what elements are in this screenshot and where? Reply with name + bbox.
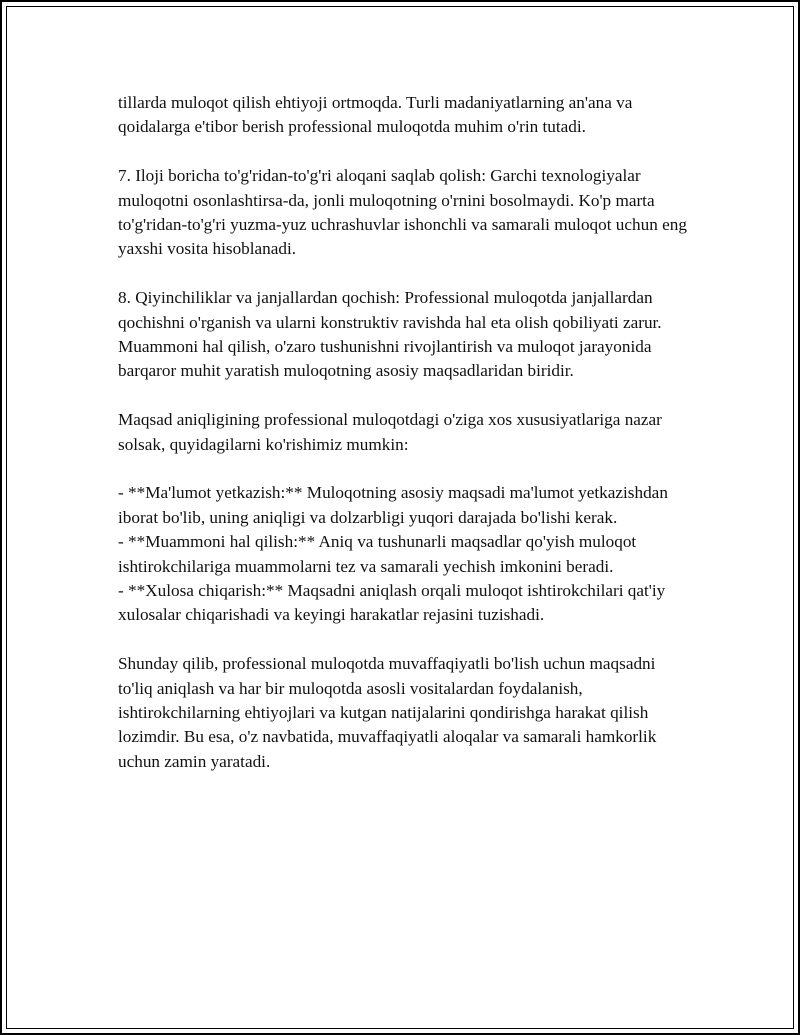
paragraph-point-7: 7. Iloji boricha to'g'ridan-to'g'ri aloqani saqlab qolish: Garchi texnologiyalar muloqotni osonlashtirsa-da, jonli muloqotning o'rnini bosolmaydi. Ko'p marta to'g'ridan-to'g'ri yuzma-yuz uchrashuvlar ishonchli va samarali muloqot uchun eng yaxshi vosita hisoblanadi. [118,166,687,259]
list-item-information: - **Ma'lumot yetkazish:** Muloqotning asosiy maqsadi ma'lumot yetkazishdan iborat bo'lib, uning aniqligi va dolzarbligi yuqori darajada bo'lishi kerak. [118,483,668,527]
paragraph-point-8: 8. Qiyinchiliklar va janjallardan qochish: Professional muloqotda janjallardan qochishni o'rganish va ularni konstruktiv ravishda hal eta olish qobiliyati zarur. Muammoni hal qilish, o'zaro tushunishni rivojlantirish va muloqot jarayonida barqaror muhit yaratish muloqotning asosiy maqsadlaridan biridir. [118,288,662,381]
paragraph-features-intro: Maqsad aniqligining professional muloqotdagi o'ziga xos xususiyatlariga nazar solsak, quyidagilarni ko'rishimiz mumkin: [118,410,662,454]
list-item-conclusion: - **Xulosa chiqarish:** Maqsadni aniqlash orqali muloqot ishtirokchilari qat'iy xulosalar chiqarishadi va keyingi harakatlar rejasini tuzishadi. [118,581,666,625]
paragraph-intro-continuation: tillarda muloqot qilish ehtiyoji ortmoqda. Turli madaniyatlarning an'ana va qoidalarga e'tibor berish professional muloqotda muhim o'rin tutadi. [118,93,633,137]
list-item-problem-solving: - **Muammoni hal qilish:** Aniq va tushunarli maqsadlar qo'yish muloqot ishtirokchilariga muammolarni tez va samarali yechish imkonini beradi. [118,532,637,576]
paragraph-conclusion: Shunday qilib, professional muloqotda muvaffaqiyatli bo'lish uchun maqsadni to'liq aniqlash va har bir muloqotda asosli vositalardan foydalanish, ishtirokchilarning ehtiyojlari va kutgan natijalarini qondirishga harakat qilish lozimdir. Bu esa, o'z navbatida, muvaffaqiyatli aloqalar va samarali hamkorlik uchun zamin yaratadi. [118,654,657,771]
document-body [118,91,688,799]
